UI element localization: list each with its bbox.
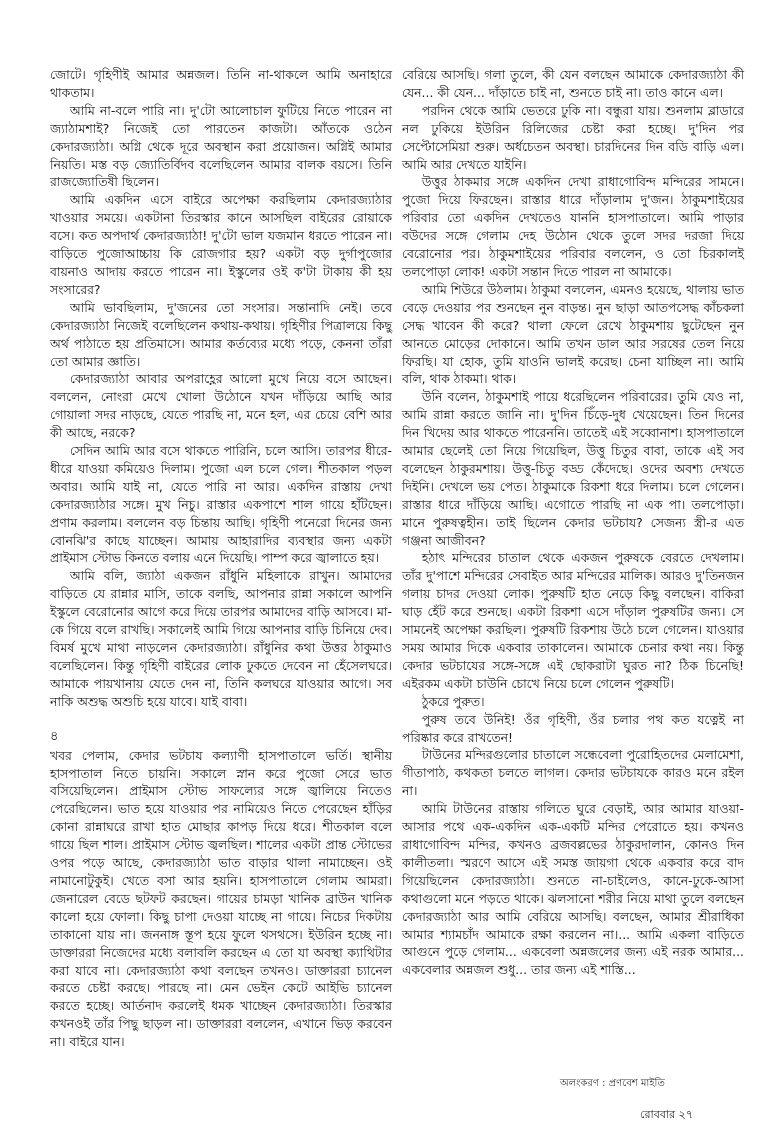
right-column [402, 66, 744, 979]
paragraph: জোটে। গৃহিণীই আমার অন্নজল। তিনি না-থাকলে আমি অনাহারে থাকতাম। [50, 67, 392, 100]
paragraph: উনি বলেন, ঠাকুমশাই পায়ে ধরেছিলেন পরিবারের। তুমি যেও না, আমি রান্না করতে জানি না। দু'দিন চিঁড়ে-দুধ খেয়েছেন। তিন দিনের দিন খিদেয় আর থাকতে পারেননি। তাতেই এই সব্বোনাশ। হাসপাতালে আমার ছেলেই তো নিয়ে গিয়েছিল, উত্তু চিতুর বাবা, তাকে এই সব বলেছেন ঠাকুরমশায়। উত্তু-চিতু বড্ড কেঁদেছে। ওদের অবশ্য দেখতে দিইনি। দেখলে ভয় পেত। ঠাকুমাকে রিকশা ধরে দিলাম। চলে গেলেন। রাস্তার ধারে দাঁড়িয়ে আছি। এগোতে পারছি না এক পা। তলপোড়া। মানে পুরুষত্বহীন। তাই ছিলেন কেদার ভটচায? সেজন্য স্ত্রী-র এত গঞ্জনা আজীবন? [402, 389, 744, 548]
left-column [50, 66, 392, 1051]
paragraph: পরদিন থেকে আমি ভেতরে ঢুকি না। বন্ধুরা যায়। শুনলাম ব্লাডারে নল ঢুকিয়ে ইউরিন রিলিজের চেষ্টা করা হচ্ছে। দু'দিন পর সেপ্টোসেমিয়া শুরু। অর্ধচেতন অবস্থা। চারদিনের দিন বডি বাড়ি এল। আমি আর দেখতে যাইনি। [402, 102, 744, 172]
paragraph: আমি টাউনের রাস্তায় গলিতে ঘুরে বেড়াই, আর আমার যাওয়া-আসার পথে এক-একদিন এক-একটি মন্দির পেরোতে হয়। কখনও রাধাগোবিন্দ মন্দির, কখনও ব্রজবল্লভের ঠাকুরদালান, কোনও দিন কালীতলা। স্মরণে আসে এই সমস্ত জায়গা থেকে একবার করে বাদ গিয়েছিলেন কেদারজ্যাঠা। শুনতে না-চাইলেও, কানে-ঢুকে-আসা কথাগুলো মনে পড়তে থাকে। ঝলসানো শরীর নিয়ে মাথা তুলে বলছেন কেদারজ্যাঠা আর আমি বেরিয়ে আসছি। বলছেন, আমার শ্রীরাধিকা আমার শ্যামচাঁদ আমাকে রক্ষা করলেন না।... আমি একলা বাড়িতে আগুনে পুড়ে গেলাম... একবেলা অন্নজলের জন্য এই নরক আমার... একবেলার অন্নজল শুধু... তার জন্য এই শাস্তি... [402, 801, 744, 978]
page-number: রোববার ২৭ [640, 1108, 693, 1121]
paragraph: সেদিন আমি আর বসে থাকতে পারিনি, চলে আসি। তারপর ধীরে-ধীরে যাওয়া কমিয়েও দিলাম। পুজো এল চলে গেল। শীতকাল পড়ল অবার। আমি যাই না, যেতে পারি না আর। একদিন রাস্তায় দেখা কেদারজ্যাঠার সঙ্গে। মুখ নিচু। রাস্তার একপাশে শাল গায়ে হাঁটছেন। প্রণাম করলাম। বললেন বড় চিন্তায় আছি। গৃহিণী পনেরো দিনের জন্য বোনঝি'র কাছে যাচ্ছেন। আমায় আহারাদির ব্যবস্থার জন্য একটা প্রাইমাস স্টোভ কিনতে বলায় এনে দিয়েছি। পাম্প করে জ্বালাতে হয়। [50, 443, 392, 566]
paragraph: উত্তুর ঠাকমার সঙ্গে একদিন দেখা রাধাগোবিন্দ মন্দিরের সামনে। পুজো দিয়ে ফিরছেন। রাস্তার ধারে দাঁড়ালাম দু'জন। ঠাকুমশাইয়ের পরিবার তো একদিন দেখতেও যাননি হাসপাতালে। আমি পাড়ার বউদের সঙ্গে গেলাম দেহ উঠোন থেকে তুলে সদর দরজা দিয়ে বেরোনোর পর। ঠাকুমশাইয়ের পরিবার বললেন, ও তো চিরকালই তলপোড়া লোক! একটা সন্তান দিতে পারল না আমাকে। [402, 174, 744, 279]
illustration-credit: অলংকরণ : প্রণবেশ মাইতি [560, 1078, 665, 1089]
paragraph: আমি না-বলে পারি না। দু'টো আলোচাল ফুটিয়ে নিতে পারেন না জ্যাঠামশাই? নিজেই তো পারতেন কাজটা। আঁতকে ওঠেন কেদারজ্যাঠা। অগ্নি থেকে দূরে অবস্থান করা প্রয়োজন। অগ্নিই আমার নিয়তি। মস্ত বড় জ্যোতির্বিদব বলেছিলেন আমার বালক বয়সে। তিনি রাজজ্যোতিষী ছিলেন। [50, 102, 392, 190]
paragraph: কেদারজ্যাঠা আবার অপরাহ্ণের আলো মুখে নিয়ে বসে আছেন। বললেন, নোংরা মেখে খোলা উঠোনে যখন দাঁড়িয়ে আছি আর গোয়ালা সদর নাড়ছে, যেতে পারছি না, মনে হল, এর চেয়ে বেশি আর কী আছে, নরকে? [50, 371, 392, 441]
paragraph: আমি ভাবছিলাম, দু'জনের তো সংসার। সন্তানাদি নেই। তবে কেদারজ্যাঠা নিজেই বলেছিলেন কথায়-কথায়। গৃহিণীর পিত্রালয়ে কিছু অর্থ পাঠাতে হয় প্রতিমাসে। আমার কর্তব্যের মধ্যে পড়ে, কেননা তাঁরা তো আমার জ্ঞাতি। [50, 299, 392, 369]
paragraph: ঠুকরে পুরুত। [421, 693, 485, 709]
paragraph: খবর পেলাম, কেদার ভটচায কল্যাণী হাসপাতালে ভর্তি। স্থানীয় হাসপাতাল নিতে চায়নি। সকালে স্নান করে পুজো সেরে ভাত বসিয়েছিলেন। প্রাইমাস স্টোভ সাফল্যের সঙ্গে জ্বালিয়ে নিতেও পেরেছিলেন। ভাত হয়ে যাওয়ার পর নামিয়েও নিতে পেরেছেন হাঁড়ির কোনা রান্নাঘরে রাখা হাত মোছার কাপড় দিয়ে ধরে। শীতকাল বলে গায়ে ছিল শাল। প্রাইমাস স্টোভ জ্বলছিল। শালের একটা প্রান্ত স্টোভের ওপর পড়ে আছে, কেদারজ্যাঠা ভাত বাড়ার থালা নামাচ্ছেন। ওই নামানোটুকুই। খেতে বসা আর হয়নি। হাসপাতালে গেলাম আমরা। জেনারেল বেডে ছটফট করছেন। গায়ের চামড়া খানিক ব্রাউন খানিক কালো হয়ে ফোলা। কিছু চাপা দেওয়া যাচ্ছে না গায়ে। নিচের দিকটায় তাকানো যায় না। জননাঙ্গ স্তূপ হয়ে ফুলে থসথসে। ইউরিন হচ্ছে না। ডাক্তাররা নিজেদের মধ্যে বলাবলি করছেন এ তো যা অবস্থা ক্যাথিটার করা যাবে না। কেদারজ্যাঠা কথা বলছেন তখনও। ডাক্তাররা চ্যানেল করতে চেষ্টা করছে। পারছে না। মেন ভেইন কেটে আইভি চ্যানেল করতে হচ্ছে। আর্তনাদ করলেই ধমক খাচ্ছেন কেদারজ্যাঠা। তিরস্কার কখনওই তাঁর পিছু ছাড়ল না। ডাক্তাররা বললেন, এখানে ভিড় করবেন না। বাইরে যান। [50, 747, 392, 1050]
paragraph: আমি বলি, জ্যাঠা একজন রাঁধুনি মহিলাকে রাখুন। আমাদের বাড়িতে যে রান্নার মাসি, তাকে বলছি, আপনার রান্না সকালে আপনি ইস্কুলে বেরোনোর আগে করে দিয়ে তারপর আমাদের বাড়ি আসবে। মা-কে গিয়ে বলে রাখছি। সকালেই আমি গিয়ে আপনার বাড়ি চিনিয়ে দেব। বিমর্ষ মুখে মাথা নাড়লেন কেদারজ্যাঠা। রাঁধুনির কথা উত্তর ঠাকুমাও বলেছিলেন। কিন্তু গৃহিণী বাইরের লোক ঢুকতে দেবেন না হেঁসেলঘরে। আমাকে পায়খানায় যেতে দেন না, তিনি কলঘরে যাওয়ার আগে। সব নাকি অশুদ্ধ অশুচি হয়ে যাবে। যাই বাবা। [50, 568, 392, 709]
paragraph: টাউনের মন্দিরগুলোর চাতালে সন্ধেবেলা পুরোহিতদের মেলামেশা, গীতাপাঠ, কথকতা চলতে লাগল। কেদার ভটচাযকে কারও মনে রইল না। [402, 747, 744, 799]
paragraph: আমি শিউরে উঠলাম। ঠাকুমা বললেন, এমনও হয়েছে, থালায় ভাত বেড়ে দেওয়ার পর শুনছেন নুন বাড়ন্ত। নুন ছাড়া আতপসেদ্ধ কাঁচকলা সেদ্ধ খাবেন কী করে? থালা ফেলে রেখে ঠাকুমশায় ছুটেছেন নুন আনতে মোড়ের দোকানে। আমি তখন ডাল আর সরষের তেল নিয়ে ফিরছি। যা হোক, তুমি যাওনি ভালই করেছ। চেনা যাচ্ছিল না। আমি বলি, থাক ঠাকমা। থাক। [402, 281, 744, 387]
paragraph: হঠাৎ মন্দিরের চাতাল থেকে একজন পুরুষকে বেরতে দেখলাম। তাঁর দু'পাশে মন্দিরের সেবাইত আর মন্দিরের মালিক। আরও দু'তিনজন গলায় চাদর দেওয়া লোক। পুরুষটি হাত নেড়ে কিছু বলছেন। বাকিরা ঘাড় হেঁট করে শুনছে। একটা রিকশা এসে দাঁড়াল পুরুষটির জন্য। সে সামনেই অপেক্ষা করছিল। পুরুষটি রিকশায় উঠে চলে গেলেন। যাওয়ার সময় আমার দিকে একবার তাকালেন। আমাকে চেনার কথা নয়। কিন্তু কেদার ভটচাযের সঙ্গে-সঙ্গে এই ছোকরাটা ঘুরত না? ঠিক চিনেছি! এইরকম একটা চাউনি চোখে নিয়ে চলে গেলেন পুরুষটি। [402, 550, 744, 691]
paragraph: আমি একদিন এসে বাইরে অপেক্ষা করছিলাম কেদারজ্যাঠার খাওয়ার সময়ে। একটানা তিরস্কার কানে আসছিল বাইরের রোয়াকে বসে। কত অপদার্থ কেদারজ্যাঠা! দু'টো ভাল যজমান ধরতে পারেন না। বাড়িতে পুজোআচ্চায় কি রোজগার হয়? একটা বড় দুর্গাপুজোর বায়নাও আদায় করতে পারেন না। ইস্কুলের ওই ক'টা টাকায় কী হয় সংসারের? [50, 192, 392, 297]
section-number: ৪ [50, 728, 59, 744]
paragraph: বেরিয়ে আসছি। গলা তুলে, কী যেন বলছেন আমাকে কেদারজ্যাঠা কী যেন... কী যেন... দাঁড়াতে চাই না, শুনতে চাই না। তাও কানে এল। [402, 67, 744, 100]
paragraph: পুরুষ তবে উনিই! ওঁর গৃহিণী, ওঁর চলার পথ কত যত্নেই না পরিষ্কার করে রাখতেন! [402, 711, 744, 745]
